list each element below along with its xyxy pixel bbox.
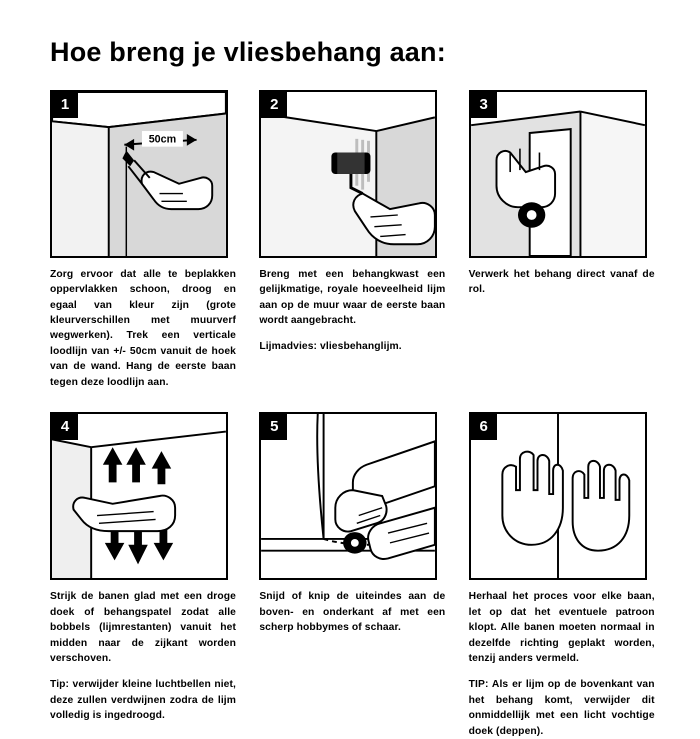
step-3-illustration: [469, 90, 647, 258]
step-6-number: 6: [471, 414, 497, 440]
step-2-caption-p1: Breng met een behangkwast een gelijkmatige, royale hoeveelheid lijm aan op de muur waar de eerste baan wordt aangebracht.: [259, 268, 446, 326]
step-2-illustration: [259, 90, 437, 258]
step-5-caption: [259, 589, 445, 635]
step-6-caption-p2: TIP: Als er lijm op de bovenkant van het behang komt, verwijder dit onmiddellijk met een licht vochtige doek (deppen).: [468, 679, 655, 737]
step-1-caption: [50, 267, 236, 391]
step-4-number: 4: [52, 414, 78, 440]
step-4-caption: [50, 589, 236, 724]
steps-grid: [50, 90, 656, 391]
step-4: [50, 412, 237, 739]
step-2: [259, 90, 446, 391]
step-1: [50, 90, 237, 391]
step-5: [259, 412, 446, 739]
grid-row-spacer: [50, 390, 656, 412]
step-6-caption-p1: Herhaal het proces voor elke baan, let op dat het eventuele patroon klopt. Alle banen moeten normaal in dezelfde richting geplakt worden, tenzij anders vermeld.: [468, 591, 655, 664]
two-hands-icon: [471, 414, 645, 578]
step-5-illustration: [259, 412, 437, 580]
step-2-caption: [259, 267, 445, 355]
step-2-caption-p2: Lijmadvies: vliesbehanglijm.: [259, 341, 402, 353]
paint-roller-icon: [261, 92, 435, 256]
step-6: [469, 412, 656, 739]
step-1-illustration: [50, 90, 228, 258]
wall-corner-with-plumb-line-icon: [52, 92, 226, 256]
step-1-number: 1: [52, 92, 78, 118]
step-3-number: 3: [471, 92, 497, 118]
step-6-illustration: [469, 412, 647, 580]
page-title: Hoe breng je vliesbehang aan:: [50, 37, 446, 67]
step-6-caption: [469, 589, 655, 739]
smoothing-arrows-icon: [52, 414, 226, 578]
wallpaper-roll-icon: [471, 92, 645, 256]
cutting-knife-icon: [261, 414, 435, 578]
step-3-caption-p1: Verwerk het behang direct vanaf de rol.: [468, 268, 655, 296]
step-2-number: 2: [261, 92, 287, 118]
step-3: [469, 90, 656, 391]
step-4-illustration: [50, 412, 228, 580]
svg-text:50cm: 50cm: [148, 133, 177, 146]
step-4-caption-p1: Strijk de banen glad met een droge doek of behangspatel zodat alle bobbels (lijmrestanten) vanuit het midden naar de zijkant worden verschoven.: [50, 591, 236, 664]
step-1-caption-p1: Zorg ervoor dat alle te beplakken oppervlakken schoon, droog en egaal van kleur zijn (grote kleurverschillen met muurverf wegwerken). Trek een verticale loodlijn van +/- 50cm vanuit de hoek van de wand. Hang de eerste baan tegen deze loodlijn aan.: [50, 268, 236, 388]
step-4-caption-p2: Tip: verwijder kleine luchtbellen niet, deze zullen verdwijnen zodra de lijm volledig is ingedroogd.: [50, 679, 236, 722]
step-5-number: 5: [261, 414, 287, 440]
step-5-caption-p1: Snijd of knip de uiteindes aan de boven- en onderkant af met een scherp hobbymes of schaar.: [259, 591, 446, 634]
steps-grid-row-2: [50, 412, 656, 739]
step-3-caption: [469, 267, 655, 298]
